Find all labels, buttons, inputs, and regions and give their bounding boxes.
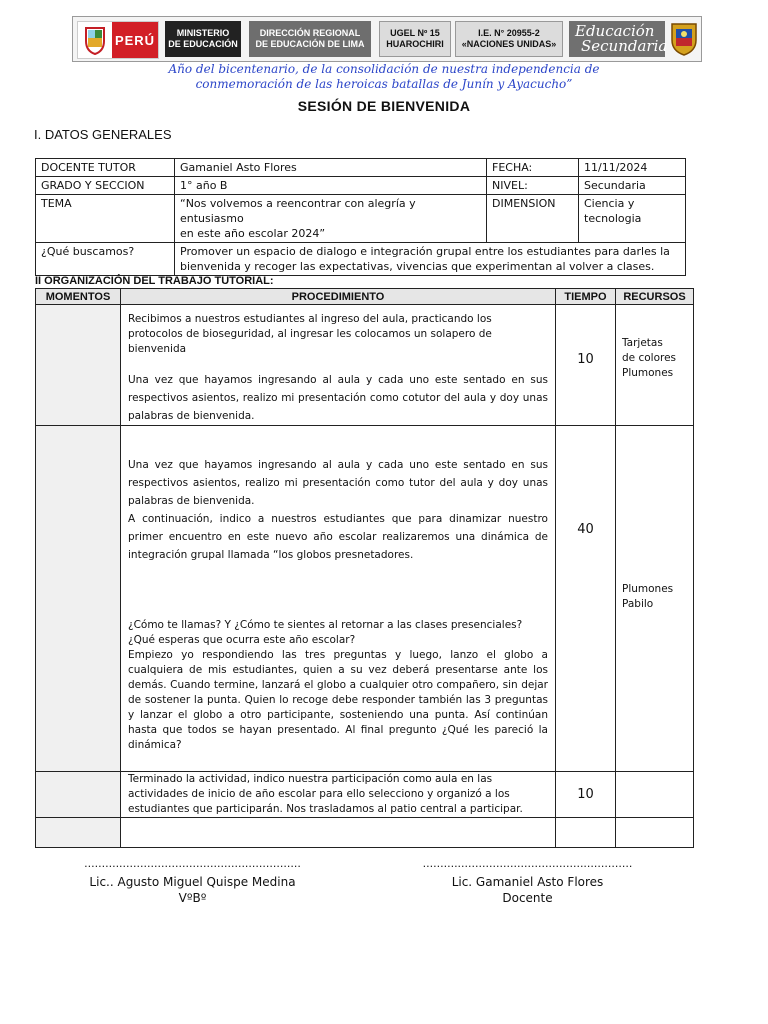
table-row — [36, 305, 694, 426]
motto-line-1: Año del bicentenario, de la consolidación de nuestra independencia de — [168, 62, 600, 76]
school-emblem-icon — [669, 21, 699, 57]
fecha-label: FECHA: — [487, 159, 579, 177]
table-row — [36, 195, 686, 243]
institution-box — [455, 21, 563, 57]
procedure-paragraph: Una vez que hayamos ingresando al aula y cada uno este sentado en sus respectivos asientos, realizo mi presentación como tutor del aula y doy unas palabras de bienvenida. — [128, 459, 548, 507]
grado-value: 1° año B — [175, 177, 487, 195]
docente-value: Gamaniel Asto Flores — [175, 159, 487, 177]
table-row — [36, 772, 694, 818]
momento-cell — [36, 305, 121, 426]
procedure-paragraph: ¿Qué esperas que ocurra este año escolar? — [128, 634, 356, 646]
signature-name: Lic.. Agusto Miguel Quispe Medina — [89, 875, 296, 889]
table-header-row — [36, 289, 694, 305]
momento-cell — [36, 818, 121, 848]
grado-label: GRADO Y SECCION — [36, 177, 175, 195]
recursos-cell — [616, 818, 694, 848]
year-motto — [0, 62, 768, 92]
momento-cell — [36, 772, 121, 818]
procedure-paragraph: A continuación, indico a nuestros estudiantes que para dinamizar nuestro primer encuentro en este nuevo año escolar realizaremos una dinámica de integración grupal llamada “los globos presnetadores. — [128, 513, 548, 561]
signature-line: .............................................................. — [84, 857, 301, 870]
column-header-recursos: RECURSOS — [616, 289, 694, 305]
procedure-paragraph: Terminado la actividad, indico nuestra participación como aula en las actividades de inicio de año escolar para ello selecciono y organizó a los estudiantes que participarán. Nos trasladamos al patio central a participar. — [128, 773, 523, 815]
ministerio-line-1: MINISTERIO — [176, 28, 230, 38]
institution-line-1: I.E. N° 20955-2 — [478, 28, 540, 38]
procedimiento-cell — [121, 305, 556, 426]
ugel-box — [379, 21, 451, 57]
procedimiento-cell — [121, 426, 556, 772]
buscamos-value: Promover un espacio de dialogo e integración grupal entre los estudiantes para darles la bienvenida y recoger las expectativas, vivencias que experimentan al volver a clases. — [175, 243, 686, 276]
momento-cell — [36, 426, 121, 772]
signature-left — [70, 858, 315, 906]
direccion-line-1: DIRECCIÓN REGIONAL — [259, 28, 361, 38]
procedure-paragraph: Una vez que hayamos ingresando al aula y cada uno este sentado en sus respectivos asientos, realizo mi presentación como cotutor del aula y doy unas palabras de bienvenida. — [128, 374, 548, 422]
dimension-line-1: Ciencia y — [584, 197, 635, 210]
section-heading-datos: I. DATOS GENERALES — [34, 127, 172, 142]
tema-value — [175, 195, 487, 243]
peru-label: PERÚ — [112, 22, 158, 58]
tema-line-2: en este año escolar 2024” — [180, 227, 326, 240]
resource-item: Tarjetas — [622, 337, 663, 349]
tiempo-cell: 40 — [556, 426, 616, 772]
procedure-paragraph: Empiezo yo respondiendo las tres preguntas y luego, lanzo el globo a cualquiera de mis estudiantes, quien a su vez deberá presentarse ante los demás. Cuando termine, lanzará el globo a cualquier otro compañero, sin dejar de sostener la punta. Quien lo recoge debe responder también las 3 preguntas y lanzar el globo a otro participante, sosteniendo una punta. Así continúan hasta que todos se hayan presentado. Al final pregunto ¿Qué les pareció la dinámica? — [128, 649, 548, 751]
peru-logo — [77, 21, 159, 59]
fecha-value: 11/11/2024 — [579, 159, 686, 177]
educacion-secundaria-box — [569, 21, 668, 57]
header-banner — [72, 16, 702, 62]
educacion-line-2: Secundaria — [581, 37, 668, 55]
resource-item: Plumones — [622, 583, 674, 595]
dimension-label: DIMENSION — [487, 195, 579, 243]
coat-of-arms-icon — [78, 22, 112, 58]
recursos-cell — [616, 305, 694, 426]
procedimiento-cell — [121, 772, 556, 818]
column-header-tiempo: TIEMPO — [556, 289, 616, 305]
page-title: SESIÓN DE BIENVENIDA — [297, 98, 471, 114]
signature-right — [420, 858, 635, 906]
table-row — [36, 177, 686, 195]
resource-item: Pabilo — [622, 598, 654, 610]
general-data-table — [35, 158, 686, 276]
procedimiento-cell — [121, 818, 556, 848]
institution-line-2: «NACIONES UNIDAS» — [461, 39, 557, 49]
procedure-paragraph: Recibimos a nuestros estudiantes al ingreso del aula, practicando los protocolos de bioseguridad, al ingresar les colocamos un solapero de bienvenida — [128, 313, 492, 355]
dimension-value — [579, 195, 686, 243]
resource-item: Plumones — [622, 367, 674, 379]
tiempo-cell: 10 — [556, 772, 616, 818]
table-row — [36, 818, 694, 848]
nivel-label: NIVEL: — [487, 177, 579, 195]
ministerio-box — [165, 21, 241, 57]
ugel-line-1: UGEL Nº 15 — [390, 28, 440, 38]
section-heading-organizacion: II ORGANIZACIÓN DEL TRABAJO TUTORIAL: — [35, 275, 274, 287]
resource-item: de colores — [622, 352, 677, 364]
signature-line: ............................................................ — [422, 857, 633, 870]
tutorial-work-table — [35, 288, 694, 848]
motto-line-2: conmemoración de las heroicas batallas de Junín y Ayacucho” — [195, 77, 573, 91]
tiempo-cell — [556, 818, 616, 848]
nivel-value: Secundaria — [579, 177, 686, 195]
direccion-regional-box — [249, 21, 371, 57]
signature-role: VºBº — [178, 891, 207, 905]
recursos-cell — [616, 772, 694, 818]
tema-label: TEMA — [36, 195, 175, 243]
column-header-momentos: MOMENTOS — [36, 289, 121, 305]
procedure-paragraph: ¿Cómo te llamas? Y ¿Cómo te sientes al retornar a las clases presenciales? — [128, 619, 523, 631]
tiempo-cell: 10 — [556, 305, 616, 426]
ministerio-line-2: DE EDUCACIÓN — [168, 39, 238, 49]
ugel-line-2: HUAROCHIRI — [386, 39, 444, 49]
direccion-line-2: DE EDUCACIÓN DE LIMA — [255, 39, 365, 49]
signature-role: Docente — [502, 891, 553, 905]
signature-name: Lic. Gamaniel Asto Flores — [451, 875, 604, 889]
educacion-line-1: Educación — [575, 22, 655, 40]
recursos-cell — [616, 426, 694, 772]
table-row — [36, 243, 686, 276]
buscamos-label: ¿Qué buscamos? — [36, 243, 175, 276]
dimension-line-2: tecnologia — [584, 212, 642, 225]
table-row — [36, 426, 694, 772]
docente-label: DOCENTE TUTOR — [36, 159, 175, 177]
tema-line-1: “Nos volvemos a reencontrar con alegría y entusiasmo — [180, 197, 416, 225]
column-header-procedimiento: PROCEDIMIENTO — [121, 289, 556, 305]
table-row — [36, 159, 686, 177]
